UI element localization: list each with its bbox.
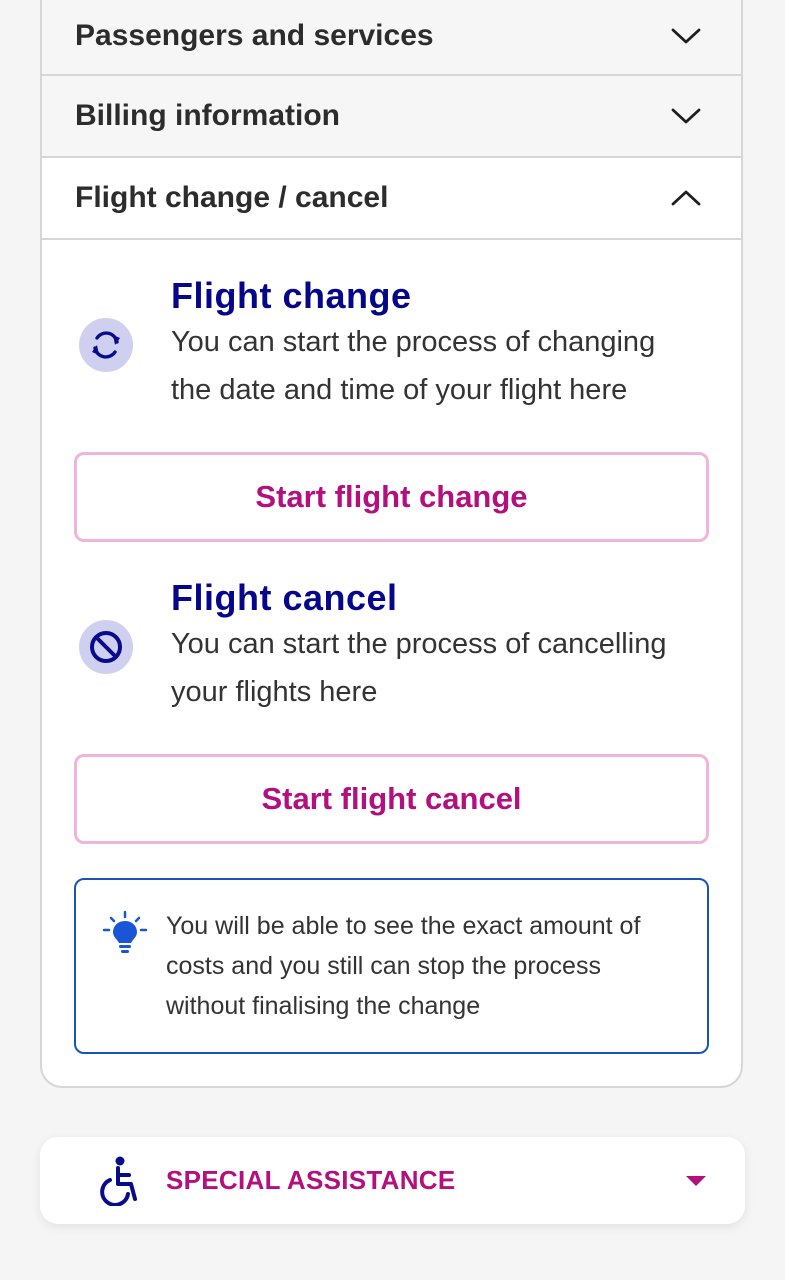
accordion-title-flight-change-cancel: Flight change / cancel [75,181,389,214]
accordion-header-passengers[interactable] [42,0,741,76]
special-assistance-dropdown[interactable] [40,1137,745,1224]
start-flight-change-button[interactable]: Start flight change [74,452,709,542]
info-notice-line: costs and you still can stop the process [166,952,601,980]
accordion-header-billing[interactable] [42,76,741,158]
flight-cancel-description-line: You can start the process of cancelling [171,628,667,660]
flight-change-description-line: You can start the process of changing [171,326,656,358]
caret-down-icon [685,1175,707,1187]
flight-cancel-description-line: your flights here [171,676,378,708]
block-icon [79,620,133,674]
flight-change-description-line: the date and time of your flight here [171,374,628,406]
chevron-down-icon [671,27,701,45]
accordion-title-billing: Billing information [75,99,340,132]
start-flight-cancel-button[interactable]: Start flight cancel [74,754,709,844]
info-notice-text [166,906,640,1026]
info-notice [74,878,709,1054]
flight-change-description [171,318,655,414]
booking-accordion [40,0,743,1088]
flight-change-cancel-panel [42,276,741,1086]
chevron-up-icon [671,189,701,207]
chevron-down-icon [671,107,701,125]
refresh-icon [79,318,133,372]
wheelchair-icon [98,1156,142,1206]
info-notice-line: You will be able to see the exact amount of [166,912,641,940]
accordion-header-flight-change-cancel[interactable] [42,158,741,240]
flight-cancel-description [171,620,666,716]
flight-change-option [74,276,709,414]
lightbulb-icon [100,910,150,960]
flight-change-title: Flight change [171,275,412,316]
flight-cancel-title: Flight cancel [171,577,398,618]
info-notice-line: without finalising the change [166,992,481,1020]
special-assistance-label: SPECIAL ASSISTANCE [166,1165,456,1195]
accordion-title-passengers: Passengers and services [75,19,434,52]
flight-cancel-option [74,578,709,716]
